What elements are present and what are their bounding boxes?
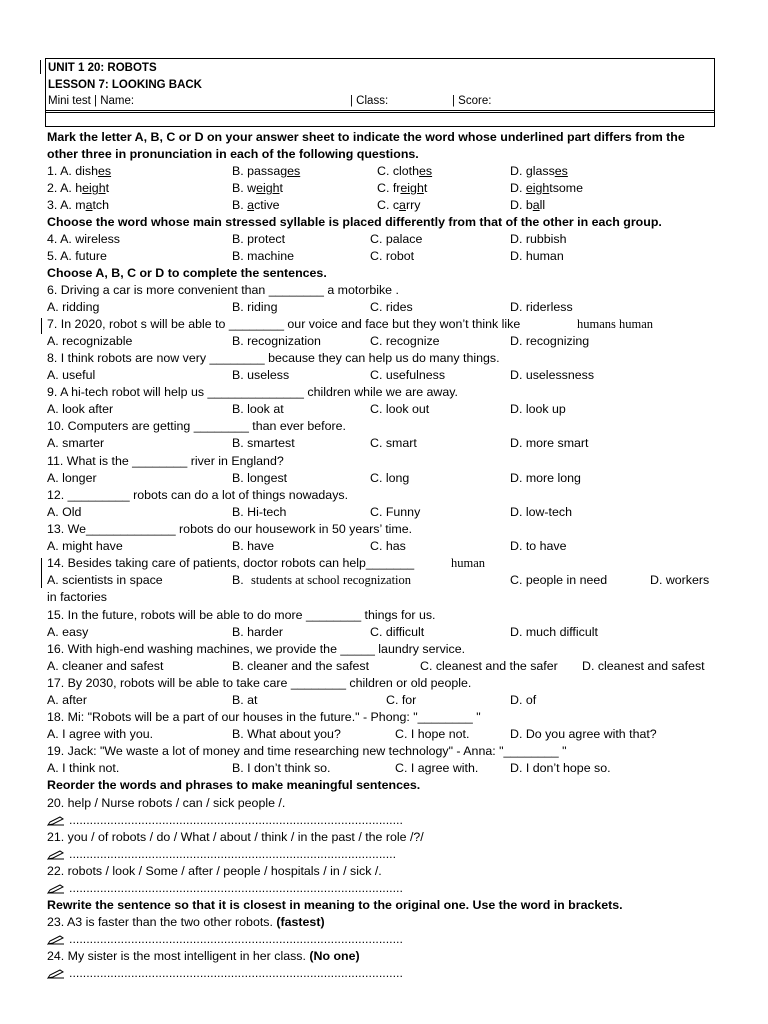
question-row <box>47 180 727 197</box>
pencil-icon <box>47 850 65 860</box>
question-stem: 21. you / of robots / do / What / about / think / in the past / the role /?/ <box>47 830 424 844</box>
score-field: | Score: <box>452 95 492 107</box>
option-b: B. have <box>232 539 275 553</box>
option-c: C. difficult <box>370 625 425 639</box>
question-row <box>47 333 727 350</box>
option-c: C. carry <box>377 198 421 212</box>
margin-mark <box>40 60 41 74</box>
option-c: C. usefulness <box>370 368 446 382</box>
question-row <box>47 504 727 521</box>
option-c: C. freight <box>377 181 428 195</box>
answer-line[interactable]: ............................................................................................... <box>47 846 727 863</box>
option-d: D. to have <box>510 539 567 553</box>
option-c: C. long <box>370 471 410 485</box>
question-stem: 23. A3 is faster than the two other robots. (fastest) <box>47 915 325 929</box>
answer-line[interactable]: ................................................................................................. <box>47 965 727 982</box>
option-b: B. passages <box>232 164 301 178</box>
option-d: D. of <box>510 693 537 707</box>
option-c: C. look out <box>370 402 430 416</box>
option-d: D. more smart <box>510 436 589 450</box>
option-b: B. cleaner and the safest <box>232 659 370 673</box>
pencil-icon <box>47 969 65 979</box>
section-heading: Mark the letter A, B, C or D on your answer sheet to indicate the word whose underlined part differs from the <box>47 130 685 144</box>
question-row <box>47 624 727 641</box>
question-stem: 19. Jack: "We waste a lot of money and time researching new technology" - Anna: "________ " <box>47 744 567 758</box>
option-a: 2. A. height <box>47 181 110 195</box>
answer-line[interactable]: ................................................................................................. <box>47 931 727 948</box>
option-d: D. workers <box>650 573 710 587</box>
question-row <box>47 401 727 418</box>
option-d: D. uselessness <box>510 368 595 382</box>
question-stem: 20. help / Nurse robots / can / sick people /. <box>47 796 286 810</box>
question-row <box>47 658 727 675</box>
option-b-label: B. <box>232 573 244 587</box>
option-b: B. useless <box>232 368 290 382</box>
margin-mark <box>41 318 42 334</box>
option-c: C. for <box>386 693 417 707</box>
option-d: D. I don’t hope so. <box>510 761 611 775</box>
question-row <box>47 163 727 180</box>
section-heading: Choose A, B, C or D to complete the sentences. <box>47 266 327 280</box>
option-a: A. ridding <box>47 300 100 314</box>
option-c: C. rides <box>370 300 413 314</box>
option-c: C. robot <box>370 249 415 263</box>
question-stem: 11. What is the ________ river in England? <box>47 454 284 468</box>
question-row <box>47 572 727 589</box>
option-c: C. cleanest and the safer <box>420 659 558 673</box>
option-a: 3. A. match <box>47 198 110 212</box>
option-d: D. riderless <box>510 300 573 314</box>
margin-mark <box>41 558 42 588</box>
option-b: B. look at <box>232 402 284 416</box>
hint: (fastest) <box>276 915 325 929</box>
question-stem: 16. With high-end washing machines, we provide the _____ laundry service. <box>47 642 466 656</box>
option-b: B. What about you? <box>232 727 341 741</box>
option-a: A. smarter <box>47 436 105 450</box>
option-b: B. weight <box>232 181 283 195</box>
section-heading: Choose the word whose main stressed syllable is placed differently from that of the other in each group. <box>47 215 662 229</box>
option-b: students at school recognization <box>251 573 412 587</box>
option-d: D. glasses <box>510 164 568 178</box>
option-b: B. recognization <box>232 334 321 348</box>
option-a: A. longer <box>47 471 97 485</box>
question-stem: 22. robots / look / Some / after / people / hospitals / in / sick /. <box>47 864 382 878</box>
option-b: B. smartest <box>232 436 295 450</box>
hint: (No one) <box>309 949 360 963</box>
option-a: A. look after <box>47 402 114 416</box>
handwritten-note: human <box>451 556 486 570</box>
pencil-icon <box>47 935 65 945</box>
option-b: B. protect <box>232 232 286 246</box>
option-d: D. recognizing <box>510 334 590 348</box>
question-stem: 17. By 2030, robots will be able to take care ________ children or old people. <box>47 676 472 690</box>
question-row <box>47 197 727 214</box>
option-c: C. palace <box>370 232 423 246</box>
option-a: 5. A. future <box>47 249 107 263</box>
option-b: B. active <box>232 198 280 212</box>
question-row <box>47 231 727 248</box>
question-stem: 6. Driving a car is more convenient than ________ a motorbike . <box>47 283 399 297</box>
unit-title: UNIT 1 20: ROBOTS <box>48 62 157 74</box>
option-b: B. machine <box>232 249 294 263</box>
option-b: B. riding <box>232 300 278 314</box>
option-d: D. rubbish <box>510 232 567 246</box>
option-c: C. clothes <box>377 164 433 178</box>
option-b: B. longest <box>232 471 288 485</box>
section-heading: Rewrite the sentence so that it is closest in meaning to the original one. Use the word in brackets. <box>47 898 623 912</box>
question-row <box>47 692 727 709</box>
option-a: A. scientists in space <box>47 573 163 587</box>
question-stem: 12. _________ robots can do a lot of things nowadays. <box>47 488 349 502</box>
handwritten-note: humans human <box>577 317 654 331</box>
option-b: B. I don’t think so. <box>232 761 331 775</box>
option-d: D. human <box>510 249 564 263</box>
question-stem: 8. I think robots are now very ________ because they can help us do many things. <box>47 351 500 365</box>
class-field: | Class: <box>350 95 389 107</box>
option-c: C. Funny <box>370 505 421 519</box>
question-stem: 13. We_____________ robots do our housework in 50 years’ time. <box>47 522 413 536</box>
question-stem: 9. A hi-tech robot will help us ______________ children while we are away. <box>47 385 458 399</box>
option-b: B. Hi-tech <box>232 505 287 519</box>
option-a: A. might have <box>47 539 123 553</box>
option-a: 4. A. wireless <box>47 232 120 246</box>
name-field: Mini test | Name: <box>48 95 135 107</box>
question-row <box>47 435 727 452</box>
question-stem: 7. In 2020, robot s will be able to ________ our voice and face but they won’t think like <box>47 317 521 331</box>
option-c: C. smart <box>370 436 417 450</box>
answer-line[interactable]: ................................................................................................. <box>47 880 727 897</box>
option-d: D. much difficult <box>510 625 598 639</box>
option-a: A. Old <box>47 505 82 519</box>
question-stem: 10. Computers are getting ________ than ever before. <box>47 419 346 433</box>
option-b: B. at <box>232 693 258 707</box>
header-box <box>45 58 715 127</box>
option-a: A. I agree with you. <box>47 727 154 741</box>
option-c: C. people in need <box>510 573 608 587</box>
option-a: A. recognizable <box>47 334 133 348</box>
lesson-title: LESSON 7: LOOKING BACK <box>48 79 202 91</box>
option-a: A. cleaner and safest <box>47 659 164 673</box>
section-heading: other three in pronunciation in each of the following questions. <box>47 147 419 161</box>
question-row <box>47 470 727 487</box>
option-a: A. easy <box>47 625 89 639</box>
question-row <box>47 316 727 333</box>
question-row <box>47 248 727 265</box>
option-c: C. I agree with. <box>395 761 479 775</box>
option-d: D. Do you agree with that? <box>510 727 657 741</box>
question-row <box>47 367 727 384</box>
question-stem: 18. Mi: "Robots will be a part of our houses in the future." - Phong: "________ " <box>47 710 481 724</box>
question-row <box>47 726 727 743</box>
option-d: D. look up <box>510 402 566 416</box>
option-d: D. ball <box>510 198 546 212</box>
option-continuation: in factories <box>47 590 107 604</box>
question-stem: 14. Besides taking care of patients, doctor robots can help_______ <box>47 556 415 570</box>
answer-line[interactable]: ................................................................................................. <box>47 812 727 829</box>
question-row <box>47 299 727 316</box>
option-a: 1. A. dishes <box>47 164 112 178</box>
question-row <box>47 760 727 777</box>
option-d: D. eightsome <box>510 181 584 195</box>
option-d: D. more long <box>510 471 581 485</box>
option-a: A. I think not. <box>47 761 120 775</box>
option-c: C. has <box>370 539 406 553</box>
pencil-icon <box>47 884 65 894</box>
question-row <box>47 555 727 572</box>
option-c: C. recognize <box>370 334 440 348</box>
option-a: A. after <box>47 693 87 707</box>
option-d: D. low-tech <box>510 505 572 519</box>
option-a: A. useful <box>47 368 96 382</box>
question-stem: 24. My sister is the most intelligent in her class. (No one) <box>47 949 360 963</box>
question-row <box>47 538 727 555</box>
section-heading: Reorder the words and phrases to make meaningful sentences. <box>47 778 421 792</box>
option-d: D. cleanest and safest <box>582 659 705 673</box>
option-b: B. harder <box>232 625 283 639</box>
option-c: C. I hope not. <box>395 727 470 741</box>
pencil-icon <box>47 816 65 826</box>
question-stem: 15. In the future, robots will be able to do more ________ things for us. <box>47 608 436 622</box>
